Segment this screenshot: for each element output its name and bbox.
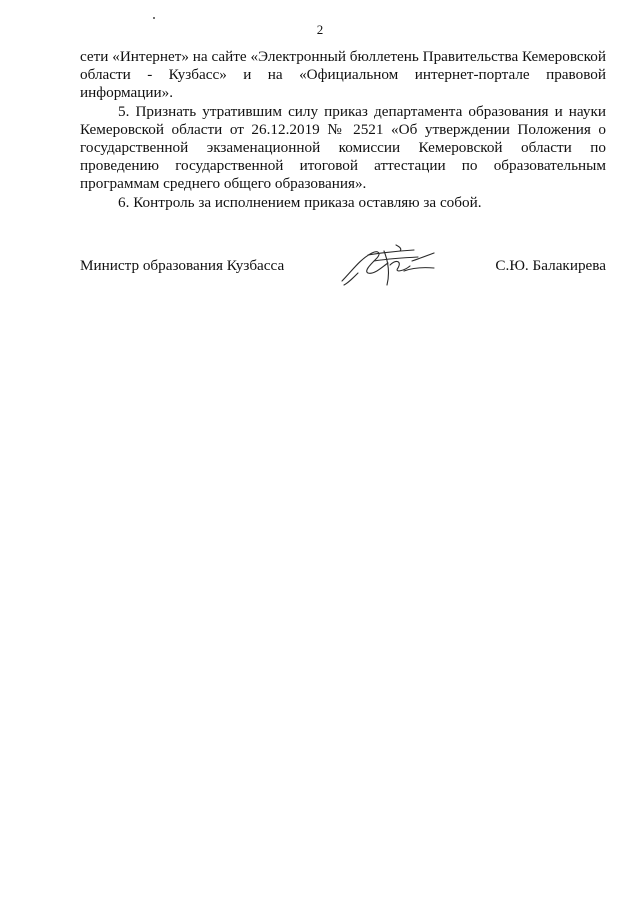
paragraph-continuation: сети «Интернет» на сайте «Электронный бюллетень Правительства Кемеровской области - Кузбасс» и на «Официальном интернет-портале правовой информации». [80,48,606,102]
document-body [80,48,606,212]
handwritten-signature [338,241,450,287]
paragraph-item-6: 6. Контроль за исполнением приказа оставляю за собой. [118,193,482,211]
signature-block [80,247,606,297]
paragraph-item-5: 5. Признать утратившим силу приказ департамента образования и науки Кемеровской области от 26.12.2019 № 2521 «Об утверждении Положения о государственной экзаменационной комиссии Кемеровской области по проведению государственной итоговой аттестации по образовательным программам среднего общего образования». [80,102,606,193]
signatory-title: Министр образования Кузбасса [80,257,285,274]
signatory-name: С.Ю. Балакирева [495,257,606,274]
page-number: 2 [316,22,324,37]
stray-mark [153,17,155,19]
